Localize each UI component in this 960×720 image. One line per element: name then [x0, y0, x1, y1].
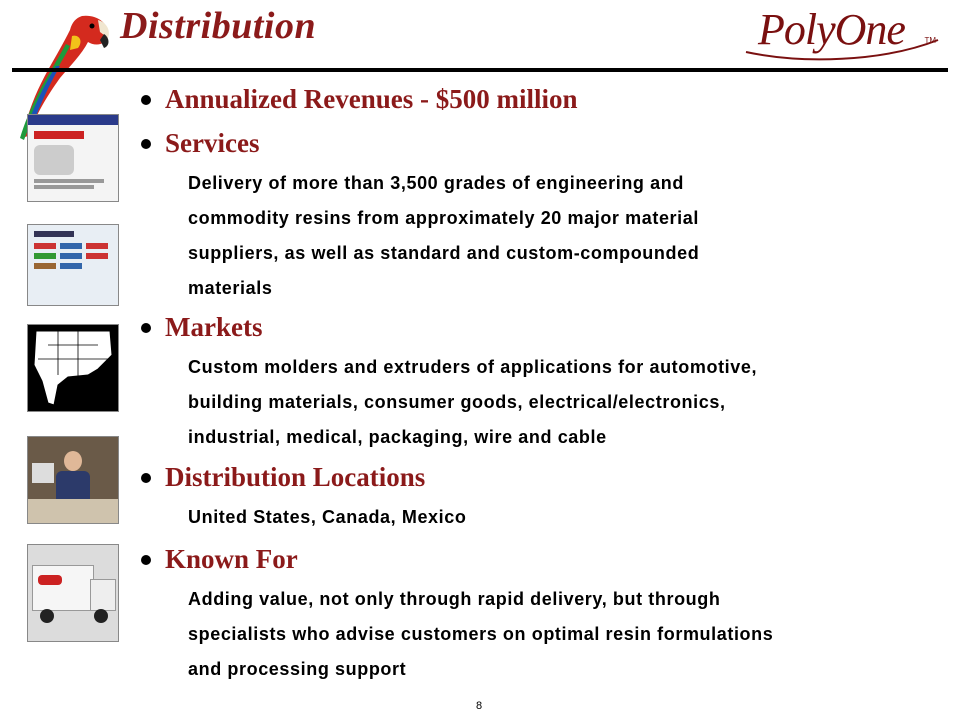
bullet-heading: Annualized Revenues - $500 million — [165, 84, 578, 114]
north-america-map-image — [27, 324, 119, 412]
bullet-icon — [141, 95, 151, 105]
body-line: commodity resins from approximately 20 major material — [188, 208, 699, 228]
website-screenshot-image — [27, 114, 119, 202]
bullet-body — [188, 500, 868, 535]
bullet-heading: Services — [165, 128, 260, 158]
slide-title: Distribution — [120, 5, 317, 47]
logo-text: PolyOne — [758, 5, 905, 54]
body-line: suppliers, as well as standard and custom-compounded — [188, 243, 700, 263]
delivery-truck-photo — [27, 544, 119, 642]
body-line: Adding value, not only through rapid delivery, but through — [188, 589, 721, 609]
body-line: Custom molders and extruders of applications for automotive, — [188, 357, 758, 377]
bullet-heading: Markets — [165, 312, 263, 342]
page-number: 8 — [476, 700, 483, 712]
office-worker-photo — [27, 436, 119, 524]
bullet-body — [188, 350, 868, 455]
bullet-icon — [141, 139, 151, 149]
supplier-page-image — [27, 224, 119, 306]
bullet-item — [138, 312, 262, 343]
bullet-body — [188, 582, 868, 687]
title-divider — [12, 68, 948, 72]
body-line: industrial, medical, packaging, wire and cable — [188, 427, 607, 447]
body-line: United States, Canada, Mexico — [188, 507, 467, 527]
bullet-icon — [141, 555, 151, 565]
bullet-item — [138, 462, 425, 493]
polyone-logo — [742, 2, 942, 66]
bullet-icon — [141, 323, 151, 333]
logo-trademark: TM — [924, 36, 936, 45]
body-line: building materials, consumer goods, electrical/electronics, — [188, 392, 726, 412]
body-line: materials — [188, 278, 273, 298]
bullet-body — [188, 166, 868, 306]
body-line: specialists who advise customers on optimal resin formulations — [188, 624, 774, 644]
bullet-heading: Distribution Locations — [165, 462, 426, 492]
bullet-item — [138, 84, 578, 115]
body-line: and processing support — [188, 659, 407, 679]
bullet-item — [138, 128, 259, 159]
bullet-item — [138, 544, 298, 575]
bullet-heading: Known For — [165, 544, 298, 574]
bullet-icon — [141, 473, 151, 483]
body-line: Delivery of more than 3,500 grades of engineering and — [188, 173, 684, 193]
